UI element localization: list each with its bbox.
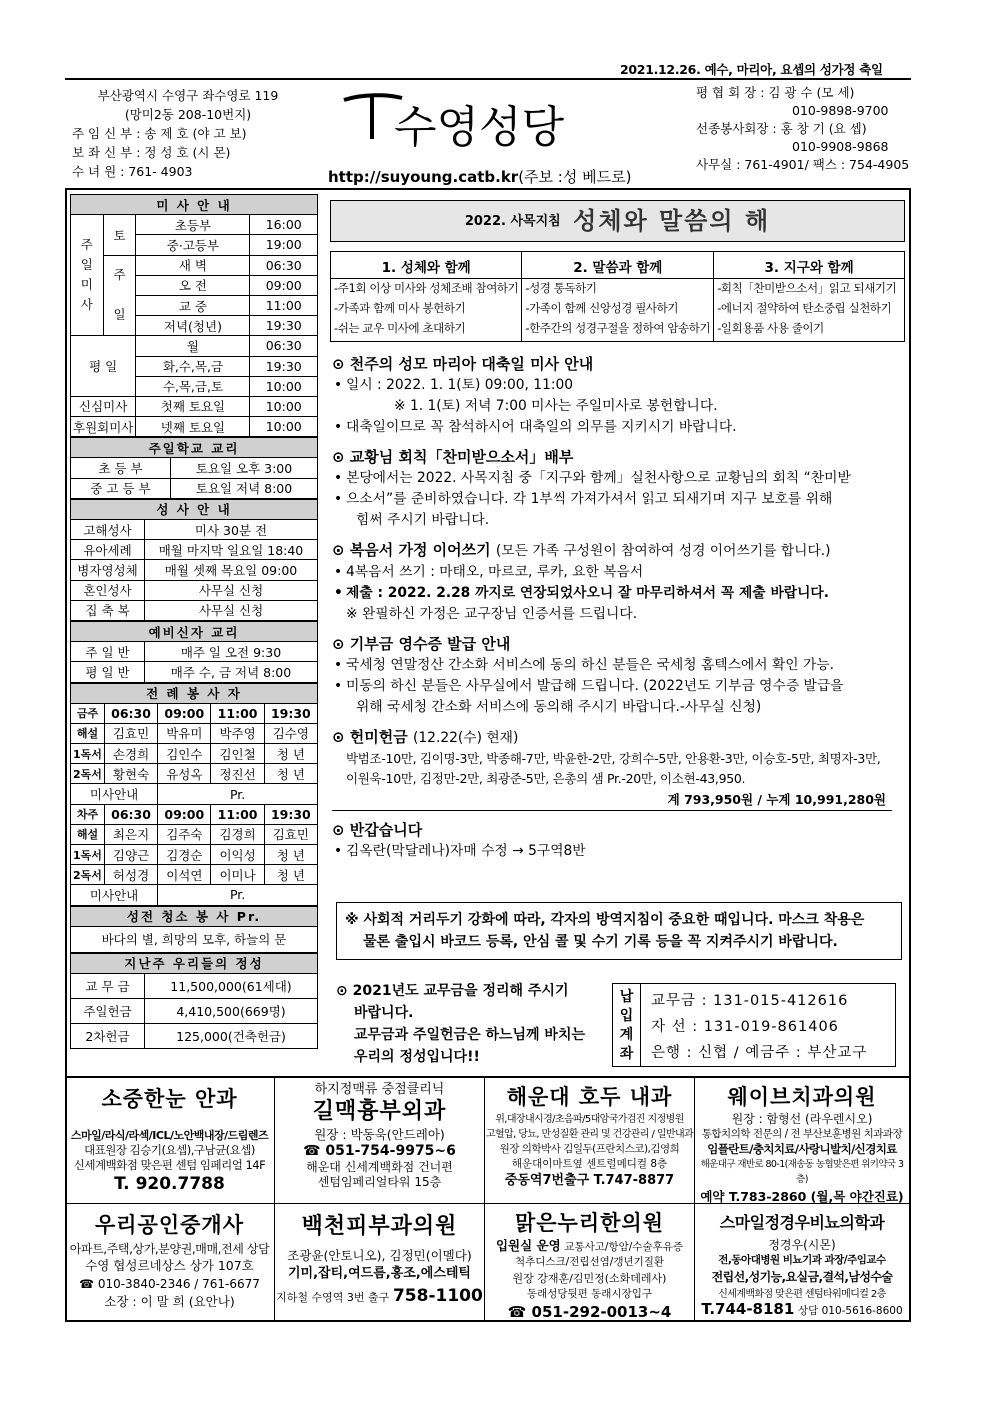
address-line1: 부산광역시 수영구 좌수영로 119 bbox=[97, 88, 279, 103]
ad-line: 척추디스크/전립선염/갱년기질환 bbox=[514, 1256, 665, 1268]
council-chair-phone: 010-9898-9700 bbox=[792, 103, 889, 118]
table-cell: 2독서 bbox=[71, 764, 105, 784]
table-cell: 김인철 bbox=[211, 744, 264, 764]
school-table bbox=[70, 437, 318, 499]
notice-line: 위해 국세청 간소화 서비스에 동의해 주시기 바랍니다.-사무실 신청) bbox=[356, 699, 762, 715]
table-cell: 교 무 금 bbox=[71, 973, 145, 998]
notice-subtitle: (12.22(수) 현재) bbox=[413, 730, 519, 746]
ad-title: 소중한눈 안과 bbox=[101, 1087, 238, 1111]
table-cell: 2차헌금 bbox=[71, 1023, 145, 1048]
table-cell: 미사 30분 전 bbox=[145, 520, 318, 540]
goal-item: -쉬는 교우 미사에 초대하기 bbox=[334, 321, 466, 335]
mass-time: 19:30 bbox=[250, 356, 318, 376]
mass-slot: 첫째 토요일 bbox=[136, 396, 250, 416]
ad-line: 센텀임페리얼타워 15층 bbox=[317, 1175, 442, 1189]
table-cell: 청 년 bbox=[264, 845, 317, 865]
ad-line: 대표원장 김승기(요셉),구남균(요셉) bbox=[84, 1143, 255, 1157]
catechumen-title: 예비신자 교리 bbox=[71, 621, 318, 641]
table-cell: 토요일 오후 3:00 bbox=[171, 458, 318, 478]
table-cell: 1독서 bbox=[71, 845, 105, 865]
table-cell: 김양근 bbox=[104, 845, 157, 865]
mass-slot: 초등부 bbox=[136, 215, 250, 235]
mass-slot: 넷째 토요일 bbox=[136, 417, 250, 437]
ad-internal-medicine bbox=[485, 1078, 695, 1204]
table-cell: 이익성 bbox=[211, 845, 264, 865]
notice-line: 물론 출입시 바코드 등록, 안심 콜 및 수기 기록 등을 꼭 지켜주시기 바랍니다. bbox=[363, 934, 838, 950]
notice-encyclical bbox=[332, 447, 907, 531]
table-cell: 주 일 반 bbox=[71, 642, 145, 662]
mass-slot: 저녁(청년) bbox=[136, 316, 250, 336]
goal-item: -에너지 절약하여 탄소중립 실천하기 bbox=[717, 301, 892, 315]
table-cell: 09:00 bbox=[158, 804, 211, 824]
account-line: 교무금 : 131-015-412616 bbox=[651, 993, 849, 1009]
goal-title: 2. 말씀과 함께 bbox=[522, 252, 714, 279]
ad-title: 웨이브치과의원 bbox=[727, 1085, 877, 1109]
mass-slot: 오 전 bbox=[136, 275, 250, 295]
table-cell: 김수영 bbox=[264, 723, 317, 743]
table-cell: 김효민 bbox=[104, 723, 157, 743]
ad-title: 해운대 호두 내과 bbox=[506, 1085, 673, 1109]
cleaning-table bbox=[70, 906, 318, 953]
table-cell: 해설 bbox=[71, 723, 105, 743]
reminder-line: 우리의 정성입니다!! bbox=[354, 1049, 480, 1065]
reminder-line: 교무금과 주일헌금은 하느님께 바치는 bbox=[354, 1027, 586, 1043]
goal-item: -가족이 함께 신앙성경 필사하기 bbox=[525, 301, 679, 315]
assistant-priest: 보 좌 신 부 : 정 성 호 (시 몬) bbox=[72, 145, 231, 160]
parish-address bbox=[72, 86, 304, 181]
servers-title: 전 례 봉 사 자 bbox=[71, 683, 318, 703]
sacraments-title: 성 사 안 내 bbox=[71, 499, 318, 519]
mass-time: 09:00 bbox=[250, 275, 318, 295]
ad-line: 지하철 수영역 3번 출구 bbox=[276, 1291, 390, 1304]
ad-phone: T.744-8181 bbox=[701, 1300, 795, 1318]
notice-line: • 김옥란(막달레나)자매 수정 → 5구역8반 bbox=[332, 841, 907, 862]
pastoral-banner bbox=[330, 200, 905, 242]
table-cell: 금주 bbox=[71, 703, 105, 723]
ad-phone: 예약 T.783-2860 (월,목 야간진료) bbox=[700, 1189, 904, 1204]
ad-urology bbox=[695, 1204, 909, 1322]
table-cell: 병자영성체 bbox=[71, 560, 145, 580]
payment-accounts bbox=[612, 983, 896, 1067]
ad-title: 맑은누리한의원 bbox=[514, 1211, 664, 1235]
header-rule bbox=[65, 78, 911, 80]
goal-title: 1. 성체와 함께 bbox=[331, 252, 522, 279]
table-cell: 박유미 bbox=[158, 723, 211, 743]
table-cell: 19:30 bbox=[264, 703, 317, 723]
ad-line: 전립선,성기능,요실금,결석,남성수술 bbox=[711, 1270, 893, 1284]
table-cell: 박주영 bbox=[211, 723, 264, 743]
notice-line: • 4복음서 쓰기 : 마태오, 마르코, 루카, 요한 복음서 bbox=[332, 562, 907, 583]
ad-line: 교통사고/항암/수술후유증 bbox=[564, 1241, 684, 1253]
mass-slot: 신심미사 bbox=[71, 396, 136, 416]
ad-line: 원장 : 함형선 (라우렌시오) bbox=[731, 1112, 873, 1126]
servers-table bbox=[70, 683, 318, 906]
notice-line: • 국세청 연말정산 간소화 서비스에 동의 하신 분들은 국세청 홈텍스에서 확인 가능. bbox=[332, 655, 907, 676]
table-cell: 11,500,000(61세대) bbox=[145, 973, 318, 998]
goals-table bbox=[330, 251, 905, 342]
ad-line: 위,대장내시경/초음파/5대암국가검진 지정병원 bbox=[495, 1114, 684, 1125]
ad-line: 통합치의학 전문의 / 전 부산보훈병원 치과과장 bbox=[701, 1128, 903, 1140]
payment-label-text: 납입계좌 bbox=[619, 989, 634, 1062]
ad-vascular-clinic bbox=[275, 1078, 485, 1204]
service-chair: 선종봉사회장 : 홍 창 기 (요 셉) bbox=[696, 121, 867, 136]
table-cell: 김경순 bbox=[158, 845, 211, 865]
table-cell: 손경희 bbox=[104, 744, 157, 764]
saturday-label: 토 bbox=[103, 215, 136, 255]
table-cell: 사무실 신청 bbox=[145, 580, 318, 600]
table-cell: 매주 일 오전 9:30 bbox=[145, 642, 318, 662]
patron-saint: (주보 :성 베드로) bbox=[518, 168, 632, 186]
notice-title: ⊙ 천주의 성모 마리아 대축일 미사 안내 bbox=[332, 355, 594, 373]
sacraments-table bbox=[70, 499, 318, 621]
ad-line: 임플란트/충치치료/사랑니발치/신경치료 bbox=[707, 1142, 897, 1156]
ad-line: 정경우(시몬) bbox=[768, 1238, 836, 1252]
parish-url[interactable]: http://suyoung.catb.kr bbox=[328, 168, 519, 186]
ad-phone: ☎ 051-754-9975~6 bbox=[303, 1143, 456, 1159]
table-cell: 청 년 bbox=[264, 744, 317, 764]
notice-title: ⊙ 헌미헌금 bbox=[332, 728, 408, 746]
table-cell: 허성경 bbox=[104, 865, 157, 885]
issue-date: 2021.12.26. 예수, 마리아, 요셉의 성가정 축일 bbox=[620, 62, 883, 77]
mass-slot: 월 bbox=[136, 336, 250, 356]
table-cell: 초 등 부 bbox=[71, 458, 171, 478]
reminder-line: 바랍니다. bbox=[354, 1005, 414, 1021]
address-line2: (망미2동 208-10번지) bbox=[124, 107, 252, 122]
ad-line: 입원실 운영 bbox=[495, 1238, 561, 1253]
table-cell: 06:30 bbox=[104, 703, 157, 723]
office-phone: 사무실 : 761-4901/ 팩스 : 754-4905 bbox=[696, 157, 910, 172]
sunday-label: 주 일 bbox=[103, 255, 136, 336]
table-cell: Pr. bbox=[158, 885, 318, 905]
notices bbox=[332, 354, 907, 862]
donation-total: 계 793,950원 / 누계 10,991,280원 bbox=[332, 789, 892, 811]
ad-line: 해운대이마트옆 센트럴메디컬 8층 bbox=[511, 1158, 668, 1170]
ad-line: 소장 : 이 말 희 (요안나) bbox=[104, 1294, 235, 1309]
notice-line: ※ 완필하신 가정은 교구장님 인증서를 드립니다. bbox=[346, 606, 638, 622]
ad-line: 신세계백화점 맞은편 센텀타워메디컬 2층 bbox=[718, 1289, 886, 1300]
table-cell: 청 년 bbox=[264, 865, 317, 885]
ad-phone: 중동역7번출구 T.747-8877 bbox=[504, 1173, 675, 1188]
table-cell: 이미나 bbox=[211, 865, 264, 885]
offering-table bbox=[70, 953, 318, 1049]
ad-line: 아파트,주택,상가,분양권,매매,전세 상담 bbox=[69, 1242, 270, 1256]
mass-slot: 교 중 bbox=[136, 295, 250, 315]
mass-slot: 중·고등부 bbox=[136, 235, 250, 255]
goal-item: -가족과 함께 미사 봉헌하기 bbox=[334, 301, 466, 315]
ad-line: 동래성당뒷편 동래시장입구 bbox=[526, 1288, 653, 1300]
notice-title: ⊙ 복음서 가정 이어쓰기 bbox=[332, 541, 491, 559]
notice-subtitle: (모든 가족 구성원이 참여하여 성경 이어쓰기를 합니다.) bbox=[495, 543, 831, 559]
table-cell: 매월 마지막 일요일 18:40 bbox=[145, 540, 318, 560]
table-cell: 2독서 bbox=[71, 865, 105, 885]
payment-label bbox=[613, 984, 641, 1066]
convent: 수 녀 원 : 761- 4903 bbox=[72, 164, 193, 179]
donor-list: 이원욱-10만, 김정만-2만, 최광준-5만, 은총의 샘 Pr.-20만, 이소현-43,950. bbox=[346, 771, 746, 786]
mass-slot: 수,목,금,토 bbox=[136, 376, 250, 396]
notice-donation bbox=[332, 727, 907, 811]
ad-line: 신세계백화점 맞은편 센텀 임페리얼 14F bbox=[73, 1158, 266, 1172]
ad-line: 상담 010-5616-8600 bbox=[797, 1305, 903, 1317]
catechumen-table bbox=[70, 621, 318, 683]
table-cell: 청 년 bbox=[264, 764, 317, 784]
mass-time: 06:30 bbox=[250, 255, 318, 275]
table-cell: 김주숙 bbox=[158, 824, 211, 844]
table-cell: 평 일 반 bbox=[71, 662, 145, 682]
table-cell: 이석연 bbox=[158, 865, 211, 885]
sunday-mass-label: 주 일 미 사 bbox=[71, 215, 104, 336]
ad-title: 백천피부과의원 bbox=[301, 1214, 458, 1239]
notice-title: ⊙ 기부금 영수증 발급 안내 bbox=[332, 635, 511, 653]
left-column bbox=[70, 194, 318, 1049]
notice-line: • 본당에서는 2022. 사목지침 중「지구와 함께」실천사항으로 교황님의 회칙 “찬미받 bbox=[332, 468, 907, 489]
ad-line: 해운대구 재반로 80-1(재송동 농협맞은편 위키약국 3층) bbox=[700, 1159, 904, 1185]
ad-line: 기미,잡티,여드름,홍조,에스테틱 bbox=[287, 1266, 471, 1281]
ad-line: 고혈압, 당뇨, 만성질환 관리 및 건강관리 / 일반내과 bbox=[485, 1129, 694, 1140]
goal-title: 3. 지구와 함께 bbox=[714, 252, 905, 279]
table-cell: 황현숙 bbox=[104, 764, 157, 784]
ad-title: 스마일정경우비뇨의학과 bbox=[719, 1213, 885, 1232]
parish-logo bbox=[326, 84, 690, 186]
table-cell: 해설 bbox=[71, 824, 105, 844]
mass-slot: 화,수,목,금 bbox=[136, 356, 250, 376]
notice-welcome bbox=[332, 820, 907, 862]
table-cell: 차주 bbox=[71, 804, 105, 824]
ad-real-estate bbox=[65, 1204, 275, 1322]
table-cell: 김경희 bbox=[211, 824, 264, 844]
advertisements bbox=[65, 1076, 911, 1322]
goal-item: -일회용품 사용 줄이기 bbox=[717, 321, 824, 335]
notice-title: ⊙ 반갑습니다 bbox=[332, 821, 423, 839]
goal-item: -주1회 이상 미사와 성체조배 참여하기 bbox=[334, 281, 519, 295]
ad-korean-medicine bbox=[485, 1204, 695, 1322]
ad-line: 전,동아대병원 비뇨기과 과장/주임교수 bbox=[718, 1254, 886, 1266]
distancing-notice bbox=[336, 902, 902, 960]
table-cell: 정진선 bbox=[211, 764, 264, 784]
donor-list: 박범조-10만, 김이명-3만, 박종해-7만, 박윤한-2만, 강희수-5만, 안용환-3만, 이승호-5만, 최명자-3만, bbox=[346, 751, 881, 766]
table-cell: 김효민 bbox=[264, 824, 317, 844]
mass-table bbox=[70, 194, 318, 437]
table-cell: 최은지 bbox=[104, 824, 157, 844]
table-cell: 유아세례 bbox=[71, 540, 145, 560]
banner-title: 성체와 말씀의 해 bbox=[573, 207, 771, 235]
notice-line: • 미동의 하신 분들은 사무실에서 발급해 드립니다. (2022년도 기부금 영수증 발급을 bbox=[332, 676, 907, 697]
ad-title: 길맥흉부외과 bbox=[312, 1099, 447, 1124]
service-chair-phone: 010-9908-9868 bbox=[792, 139, 889, 154]
table-cell: 11:00 bbox=[211, 804, 264, 824]
logo-icon bbox=[332, 84, 682, 164]
ad-line: 원장 의학박사 김일두(프란치스코),김영희 bbox=[499, 1143, 680, 1155]
ad-line: 해운대 신세계백화점 건너편 bbox=[306, 1160, 453, 1174]
mass-time: 10:00 bbox=[250, 396, 318, 416]
table-cell: 고해성사 bbox=[71, 520, 145, 540]
cleaning-text: 바다의 별, 희망의 모후, 하늘의 문 bbox=[71, 926, 318, 952]
notice-line: ※ 사회적 거리두기 강화에 따라, 각자의 방역지침이 중요한 때입니다. 마스크 착용은 bbox=[345, 912, 865, 928]
table-cell: 11:00 bbox=[211, 703, 264, 723]
table-cell: 09:00 bbox=[158, 703, 211, 723]
logo-text: 수영성당 bbox=[394, 102, 565, 153]
table-cell: 125,000(건축헌금) bbox=[145, 1023, 318, 1048]
ad-line: 스마일/라식/라섹/ICL/노안백내장/드림렌즈 bbox=[70, 1129, 269, 1142]
table-cell: 미사안내 bbox=[71, 784, 158, 804]
mass-time: 06:30 bbox=[250, 336, 318, 356]
council-info bbox=[696, 84, 911, 174]
notice-line: • 대축일이므로 꼭 참석하시어 대축일의 의무를 지키시기 바랍니다. bbox=[332, 417, 907, 438]
notice-line: • 일시 : 2022. 1. 1(토) 09:00, 11:00 bbox=[332, 375, 907, 396]
cleaning-title: 성전 청소 봉 사 Pr. bbox=[71, 906, 318, 926]
notice-receipt bbox=[332, 634, 907, 718]
table-cell: 토요일 저녁 8:00 bbox=[171, 478, 318, 498]
mass-time: 19:00 bbox=[250, 235, 318, 255]
weekday-label: 평 일 bbox=[71, 336, 136, 397]
mass-time: 16:00 bbox=[250, 215, 318, 235]
table-cell: 김인수 bbox=[158, 744, 211, 764]
table-cell: 유성옥 bbox=[158, 764, 211, 784]
table-cell: 4,410,500(669명) bbox=[145, 998, 318, 1023]
ad-line: 원장 : 박동욱(안드레아) bbox=[314, 1127, 445, 1142]
table-cell: 19:30 bbox=[264, 804, 317, 824]
ad-title: 우리공인중개사 bbox=[94, 1213, 244, 1237]
goal-item: -성경 통독하기 bbox=[525, 281, 597, 295]
mass-slot: 새 벽 bbox=[136, 255, 250, 275]
mass-title: 미 사 안 내 bbox=[71, 195, 318, 215]
goal-item: -회칙「찬미받으소서」읽고 되새기기 bbox=[717, 281, 897, 295]
table-cell: 중 고 등 부 bbox=[71, 478, 171, 498]
ad-dermatology bbox=[275, 1204, 485, 1322]
table-cell: 매주 수, 금 저녁 8:00 bbox=[145, 662, 318, 682]
dues-reminder bbox=[336, 980, 606, 1068]
notice-title: ⊙ 교황님 회칙「찬미받으소서」배부 bbox=[332, 448, 574, 466]
offering-title: 지난주 우리들의 정성 bbox=[71, 953, 318, 973]
goal-item: -한주간의 성경구절을 정하여 암송하기 bbox=[525, 321, 711, 335]
reminder-line: ⊙ 2021년도 교무금을 정리해 주시기 bbox=[336, 983, 569, 999]
table-cell: Pr. bbox=[158, 784, 318, 804]
ad-eye-clinic bbox=[65, 1078, 275, 1204]
pastor: 주 임 신 부 : 송 제 호 (야 고 보) bbox=[72, 126, 247, 141]
ad-phone: 758-1100 bbox=[392, 1286, 483, 1306]
table-cell: 1독서 bbox=[71, 744, 105, 764]
ad-phone: ☎ 010-3840-2346 / 761-6677 bbox=[79, 1277, 260, 1291]
ad-line: 하지정맥류 중점클리닉 bbox=[314, 1082, 445, 1097]
ad-line: 조광윤(안토니오), 김정민(이멜다) bbox=[287, 1248, 472, 1263]
mass-time: 10:00 bbox=[250, 417, 318, 437]
mass-slot: 후원회미사 bbox=[71, 417, 136, 437]
banner-year: 2022. 사목지침 bbox=[464, 214, 561, 229]
notice-gospel bbox=[332, 540, 907, 625]
account-line: 자 선 : 131-019-861406 bbox=[651, 1019, 839, 1035]
notice-line: • 으소서”를 준비하였습니다. 각 1부씩 가져가셔서 읽고 되새기며 지구 보호를 위해 bbox=[332, 489, 907, 510]
ad-line: 원장 강재훈/김민정(소화데레사) bbox=[512, 1272, 667, 1285]
notice-line: • 제출 : 2022. 2.28 까지로 연장되었사오니 잘 마무리하셔서 꼭 제출 바랍니다. bbox=[332, 583, 907, 604]
mass-time: 10:00 bbox=[250, 376, 318, 396]
mass-time: 19:30 bbox=[250, 316, 318, 336]
table-cell: 집 축 복 bbox=[71, 600, 145, 620]
ad-phone: T. 920.7788 bbox=[114, 1174, 225, 1194]
notice-line: ※ 1. 1(토) 저녁 7:00 미사는 주일미사로 봉헌합니다. bbox=[394, 398, 718, 414]
council-chair: 평 협 회 장 : 김 광 수 (모 세) bbox=[696, 85, 855, 100]
ad-phone: ☎ 051-292-0013~4 bbox=[507, 1303, 672, 1321]
mass-time: 11:00 bbox=[250, 295, 318, 315]
notice-line: 힘써 주시기 바랍니다. bbox=[356, 512, 490, 528]
table-cell: 매월 셋째 목요일 09:00 bbox=[145, 560, 318, 580]
school-title: 주일학교 교리 bbox=[71, 438, 318, 458]
notice-mass bbox=[332, 354, 907, 438]
table-cell: 06:30 bbox=[104, 804, 157, 824]
table-cell: 미사안내 bbox=[71, 885, 158, 905]
table-cell: 주일헌금 bbox=[71, 998, 145, 1023]
account-line: 은행 : 신협 / 예금주 : 부산교구 bbox=[651, 1045, 868, 1061]
table-cell: 사무실 신청 bbox=[145, 600, 318, 620]
ad-dental-clinic bbox=[695, 1078, 909, 1204]
table-cell: 혼인성사 bbox=[71, 580, 145, 600]
ad-line: 수영 협성르네상스 상가 107호 bbox=[85, 1258, 254, 1273]
